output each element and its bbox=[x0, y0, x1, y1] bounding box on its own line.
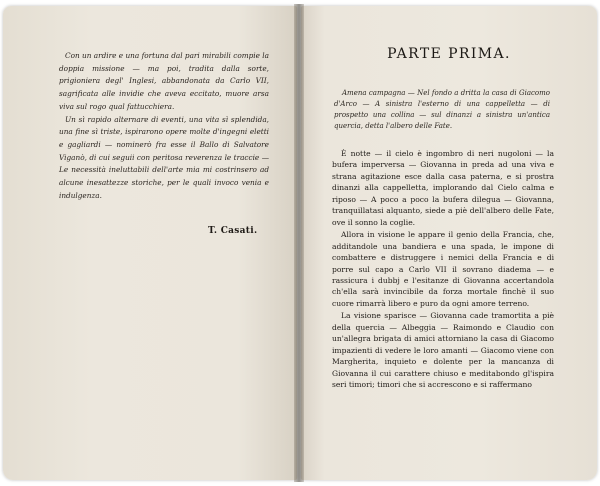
left-paragraph: Con un ardire e una fortuna dal pari mirabili compie la doppia missione — ma poi, tradita dalla sorte, prigioniera degl' Inglesi, abbandonata da Carlo VII, sagrificata alle invidie che aveva eccitato, muore arsa viva sul rogo qual fattucchiera. bbox=[59, 51, 269, 111]
left-page-text bbox=[59, 50, 269, 202]
body-paragraph: È notte — il cielo è ingombro di neri nugoloni — la bufera imperversa — Giovanna in preda ad una viva e strana agitazione esce dalla casa paterna, e si prostra dinanzi alla cappelletta, implorando dal Cielo calma e riposo — A poco a poco la bufera dilegua — Giovanna, tranquillatasi alquanto, siede a piè dell'albero delle Fate, ove il sonno la coglie. bbox=[332, 149, 554, 227]
body-paragraph: Allora in visione le appare il genio della Francia, che, additandole una bandiera e una spada, le impone di combattere e distruggere i nemici della Francia e di porre sul capo a Carlo VII il sovrano diadema — e rassicura i dubbj e l'esitanze di Giovanna accertandola ch'ella sarà invincibile da forza mortale finchè il suo cuore rimarrà libero e puro da ogni amore terreno. bbox=[332, 230, 554, 308]
author-signature: T. Casati. bbox=[208, 226, 258, 236]
book-gutter bbox=[294, 4, 304, 482]
left-page bbox=[3, 6, 297, 480]
body-paragraph: La visione sparisce — Giovanna cade tramortita a piè della quercia — Albeggia — Raimondo e Claudio con un'allegra brigata di amici attorniano la casa di Giacomo impazienti di vedere le loro amanti — Giacomo viene con Margherita, inquieto e dolente per la mancanza di Giovanna il cui carattere chiuso e meditabondo gl'ispira seri timori; timori che si accrescono e si raffermano bbox=[332, 311, 554, 390]
stage-setting: Amena campagna — Nel fondo a dritta la casa di Giacomo d'Arco — A sinistra l'esterno di una cappelletta — di prospetto una collina — sul dinanzi a sinistra un'antica quercia, detta l'albero delle Fate. bbox=[334, 89, 550, 130]
left-paragraph: Un sì rapido alternare di eventi, una vita sì splendida, una fine sì triste, ispirarono opere molte d'ingegni eletti e gagliardi — nominerò fra esse il Ballo di Salvatore Viganò, di cui seguii con peritosa reverenza le traccie — Le necessità ineluttabili dell'arte mia mi costrinsero ad alcune inesattezze storiche, per le quali invoco venia e indulgenza. bbox=[59, 114, 269, 200]
page-title: PARTE PRIMA. bbox=[387, 46, 511, 62]
right-page-body bbox=[332, 148, 554, 392]
